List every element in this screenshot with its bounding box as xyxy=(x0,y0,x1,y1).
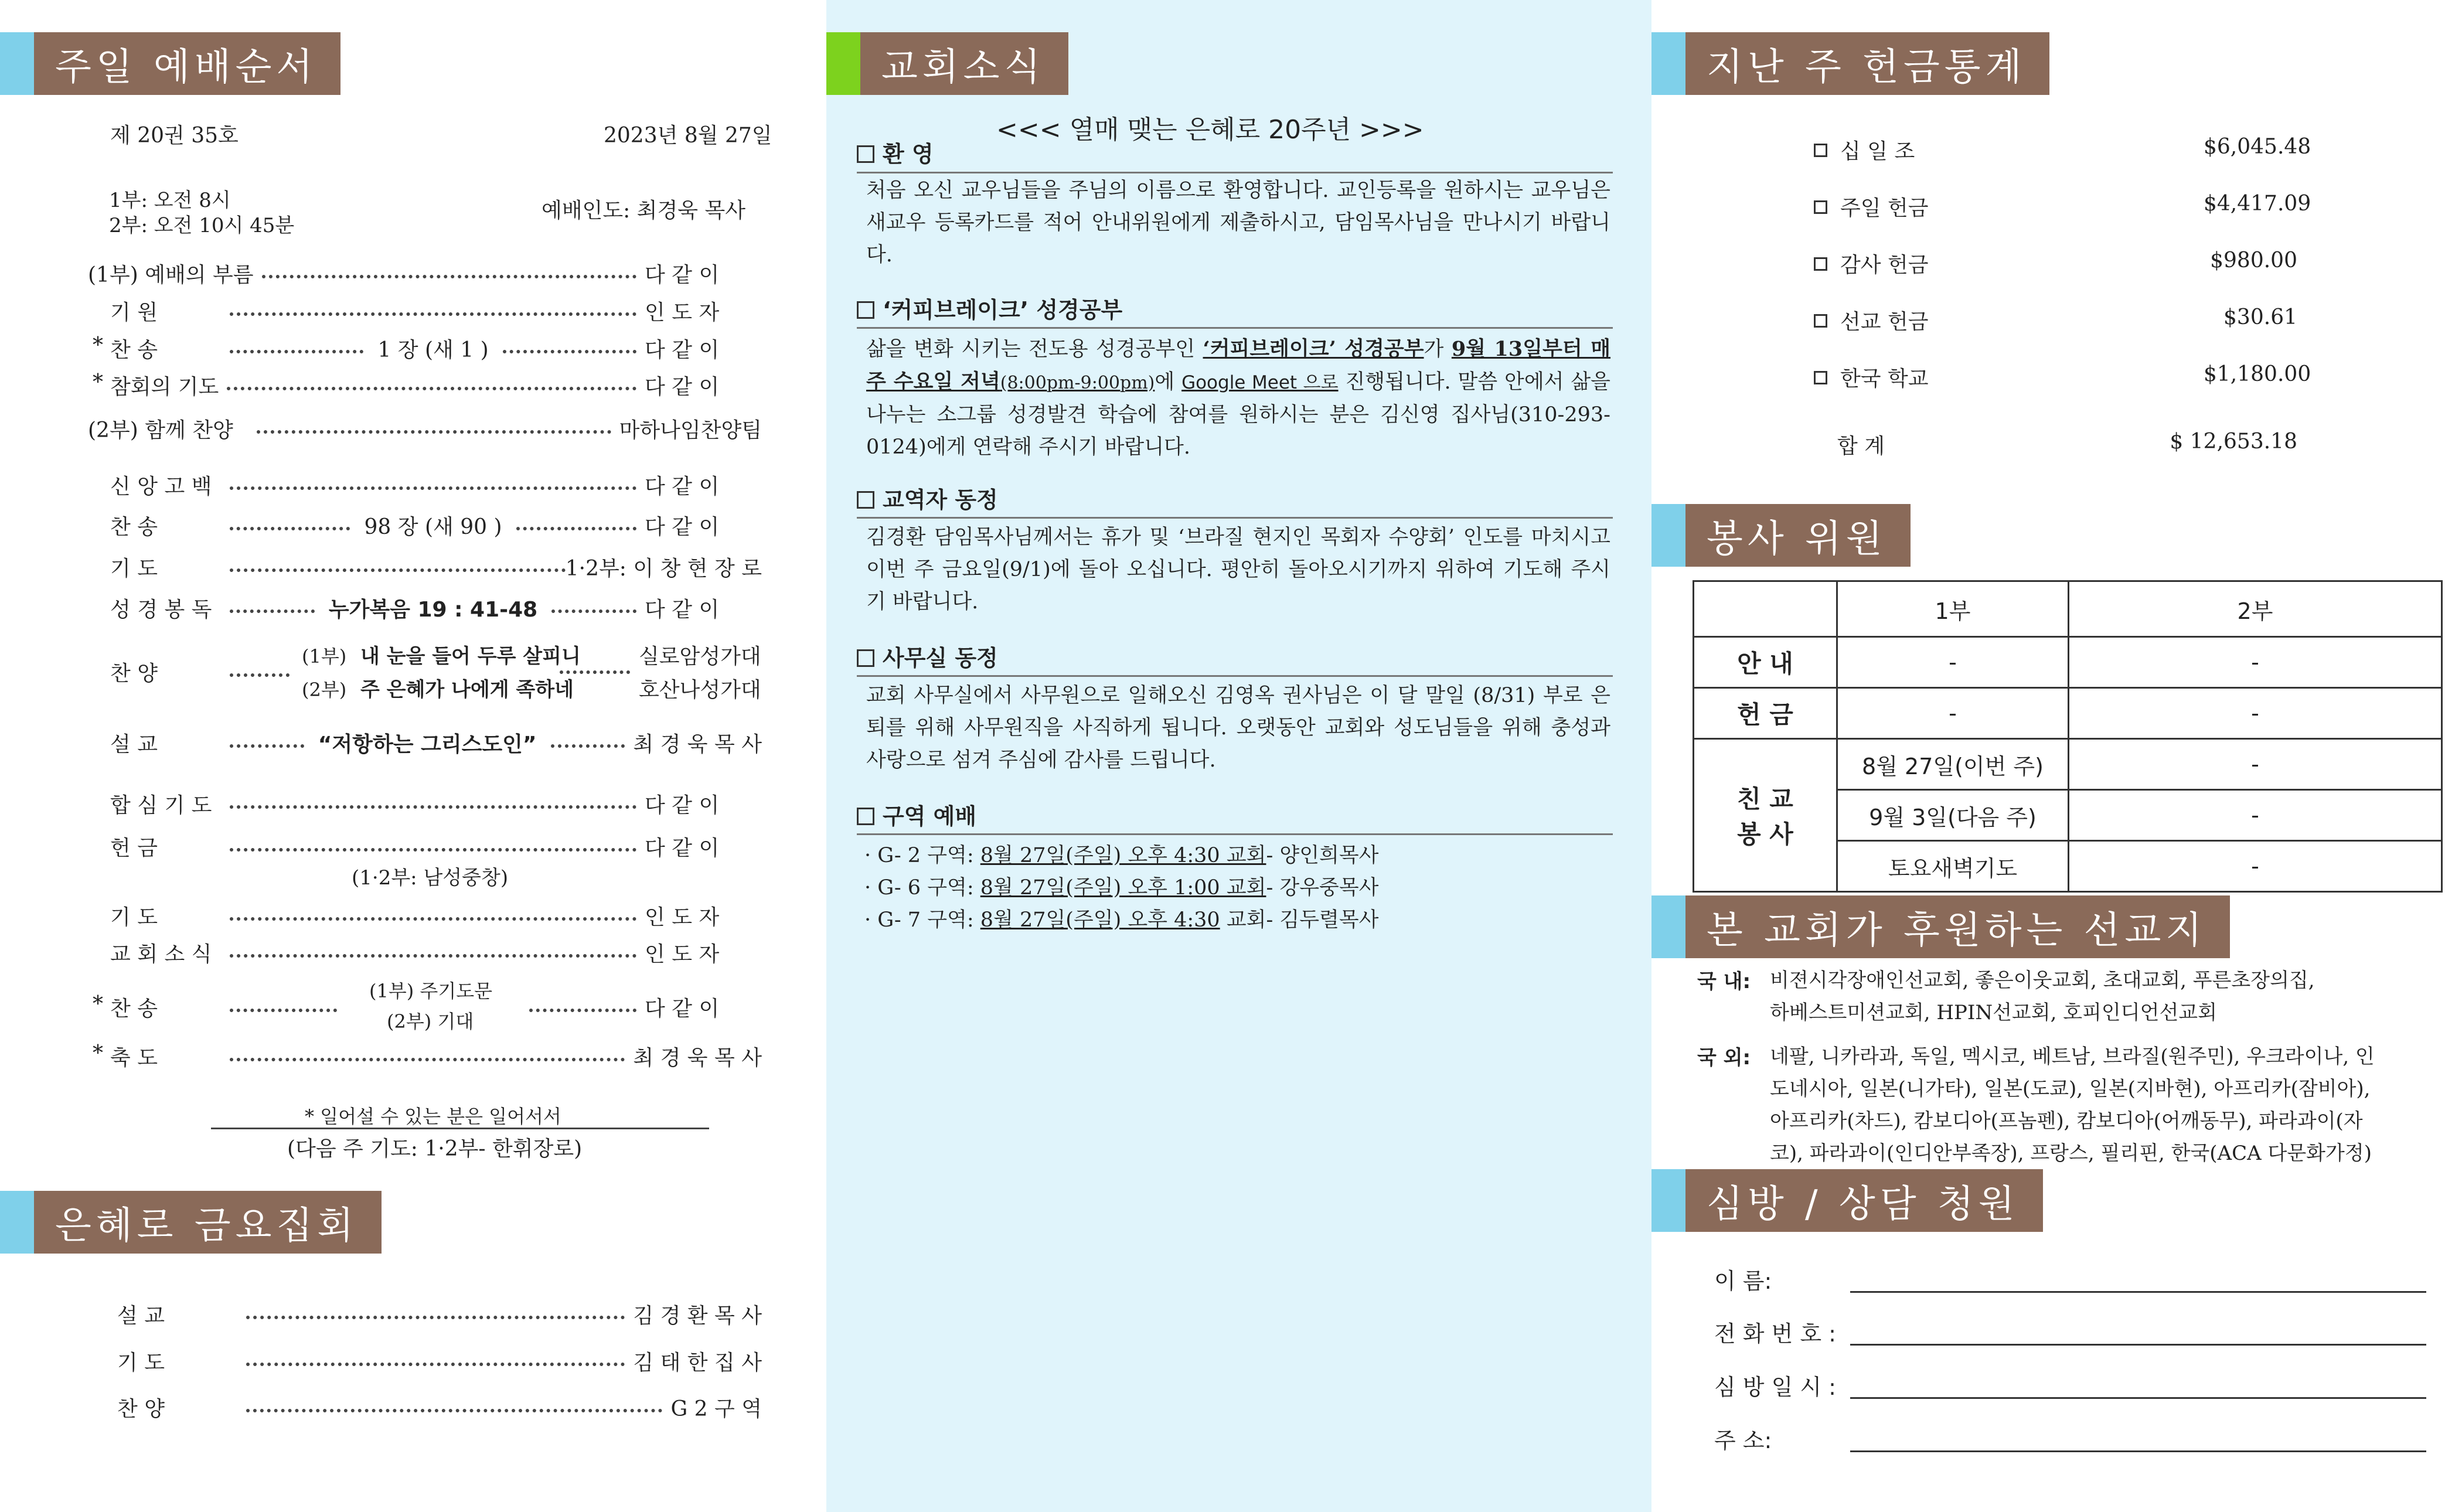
zone-worship-item: · G- 6 구역: 8월 27일(주일) 오후 1:00 교회- 강우중목사 xyxy=(864,876,1379,900)
order-row: 합 심 기 도 다 같 이 xyxy=(110,793,720,818)
checkbox-icon xyxy=(1814,200,1827,214)
friday-row: 찬 양 G 2 구 역 xyxy=(117,1397,762,1421)
offering-row: 선교 헌금 xyxy=(1814,305,1929,335)
order-row-sermon: 설 교 “저항하는 그리스도인” 최 경 욱 목 사 xyxy=(110,728,762,757)
news-heading-zone: 구역 예배 xyxy=(857,798,976,830)
order-row: 찬 송 1 장 (새 1 ) 다 같 이 xyxy=(110,334,762,362)
checkbox-icon xyxy=(857,301,874,319)
checkbox-icon xyxy=(1814,257,1827,271)
offering-total-label: 합 계 xyxy=(1837,434,1885,458)
foreign-label: 국 외: xyxy=(1697,1046,1751,1070)
mission-header: 본 교회가 후원하는 선교지 xyxy=(1651,895,2230,958)
order-row: 기 도 인 도 자 xyxy=(110,905,720,929)
foreign-line: 네팔, 니카라과, 독일, 멕시코, 베트남, 브라질(원주민), 우크라이나, 인 xyxy=(1770,1045,2375,1068)
table-header-2: 2부 xyxy=(2069,581,2442,637)
worship-order-column: 주일 예배순서 제 20권 35호 2023년 8월 27일 1부: 오전 8시 2부: 오전 10시 45분 예배인도: 최경욱 목사 (1부) 예배의 부름 다 같 이 기 원 인 도 자 * 찬 송 1 장 (새 1 ) 다 같 이 * 참회의 기도 다 같 이 (2부) 함께 찬양 마하나임찬양팀 신 앙 고 백 다 같 이 찬 송 98 장 (새 90 ) 다 같 이 기 도 1·2부: 이 창 현 장 로 성 경 봉 독 누가복음 19 : 41-48 다 같 이 찬 양 (1부) 내 눈을 들어 두루 살피니 실로암성가대 (2부) 주 은혜가 나에게 족하네 호산나성가대 설 교 “저항하는 그리스도인” 최 경 욱 목 사 합 심 기 도 다 같 이 헌 금 다 같 이 (1·2부: 남성중창) 기 도 인 도 자 교 회 소 식 인 도 자 * 찬 송 다 같 이 (1부) 주기도문 (2부) 기대 * 축 도 최 경 욱 목 사 * 일어설 수 있는 분은 일어서서 (다음 주 기도: 1·2부- 한휘장로) 은혜로 금요집회 설 교 김 경 환 목 사 기 도 김 태 한 집 사 찬 양 G 2 구 역 xyxy=(0,0,812,1512)
standing-footnote: * 일어설 수 있는 분은 일어서서 xyxy=(305,1105,561,1128)
offering-row: 감사 헌금 xyxy=(1814,248,1929,278)
domestic-line: 하베스트미션교회, HPIN선교회, 호피인디언선교회 xyxy=(1770,1001,2217,1024)
church-news-header: 교회소식 xyxy=(826,32,1068,95)
name-field[interactable] xyxy=(1850,1291,2426,1293)
checkbox-icon xyxy=(1814,144,1827,157)
order-row: 기 원 인 도 자 xyxy=(110,300,720,325)
checkbox-icon xyxy=(857,491,874,509)
anthem-part2-label: (2부) xyxy=(302,679,347,701)
domestic-line: 비젼시각장애인선교회, 좋은이웃교회, 초대교회, 푸른초장의집, xyxy=(1770,969,2315,992)
form-label-address: 주 소: xyxy=(1714,1428,1772,1453)
offering-row: 주일 헌금 xyxy=(1814,192,1929,222)
form-label-visit-date: 심 방 일 시 : xyxy=(1714,1374,1836,1400)
news-office-text: 교회 사무실에서 사무원으로 일해오신 김영옥 권사님은 이 달 말일 (8/31) 부로 은퇴를 위해 사무원직을 사직하게 됩니다. 오랫동안 교회와 성도님들을 위해 충성과 사랑으로 섬겨 주심에 감사를 드립니다. xyxy=(866,684,1610,772)
order-row: 헌 금 다 같 이 xyxy=(110,836,720,860)
offering-amount: $30.61 xyxy=(2223,305,2297,329)
order-row: 교 회 소 식 인 도 자 xyxy=(110,942,720,966)
offering-amount: $6,045.48 xyxy=(2204,135,2311,159)
anniversary-banner: <<< 열매 맺는 은혜로 20주년 >>> xyxy=(996,115,1424,145)
offering-row: 한국 학교 xyxy=(1814,362,1929,392)
checkbox-icon xyxy=(1814,314,1827,328)
form-label-name: 이 름: xyxy=(1714,1268,1772,1294)
offering-row: 십 일 조 xyxy=(1814,135,1915,165)
checkbox-icon xyxy=(857,145,874,163)
anthem-part1-label: (1부) xyxy=(302,645,347,668)
news-pastor-text: 김경환 담임목사님께서는 휴가 및 ‘브라질 현지인 목회자 수양회’ 인도를 마치시고 이번 주 금요일(9/1)에 돌아 오십니다. 평안히 돌아오시기까지 위하여 기도해 주시기 바랍니다. xyxy=(866,526,1610,614)
domestic-label: 국 내: xyxy=(1697,970,1751,993)
offering-amount: $980.00 xyxy=(2210,248,2297,273)
order-row: (1부) 예배의 부름 다 같 이 xyxy=(88,263,720,287)
checkbox-icon xyxy=(857,808,874,825)
order-row: (2부) 함께 찬양 마하나임찬양팀 xyxy=(88,418,762,442)
offering-amount: $4,417.09 xyxy=(2204,192,2311,216)
closing-hymn-part2: (2부) 기대 xyxy=(387,1010,474,1033)
issue-number: 제 20권 35호 xyxy=(110,124,239,148)
anthem-part2-song: 주 은혜가 나에게 족하네 xyxy=(360,678,574,701)
service-time-1: 1부: 오전 8시 xyxy=(109,189,231,212)
visit-date-field[interactable] xyxy=(1850,1397,2426,1399)
bulletin-date: 2023년 8월 27일 xyxy=(604,124,772,148)
order-row: 축 도 최 경 욱 목 사 xyxy=(110,1046,762,1070)
service-committee-table: 1부 2부 안 내 - - 헌 금 - - 친 교 봉 사 8월 27일(이번 주) - 9월 3일(다음 주) - 토요새벽기도 - xyxy=(1693,580,2443,893)
friday-header: 은혜로 금요집회 xyxy=(0,1191,382,1254)
offering-amount: $1,180.00 xyxy=(2204,362,2311,386)
order-row: 기 도 1·2부: 이 창 현 장 로 xyxy=(110,556,762,581)
offering-header: 지난 주 헌금통계 xyxy=(1651,32,2049,95)
visit-request-header: 심방 / 상담 청원 xyxy=(1651,1169,2043,1232)
zone-worship-item: · G- 7 구역: 8월 27일(주일) 오후 4:30 교회- 김두렬목사 xyxy=(864,908,1379,932)
checkbox-icon xyxy=(857,649,874,667)
service-leader: 예배인도: 최경욱 목사 xyxy=(542,199,745,223)
closing-hymn-part1: (1부) 주기도문 xyxy=(369,980,493,1002)
order-row: 찬 송 98 장 (새 90 ) 다 같 이 xyxy=(110,511,762,539)
order-row: 참회의 기도 다 같 이 xyxy=(110,374,720,399)
news-bible-study-text: 삶을 변화 시키는 전도용 성경공부인 ‘커피브레이크’ 성경공부가 9월 13일부터 매주 수요일 저녁(8:00pm-9:00pm)에 Google Meet 으로 진행됩니다. 말씀 안에서 삶을 나누는 소그룹 성경발견 학습에 참여를 원하시는 분은 김신영 집사님(310-293-0124)에게 연락해 주시기 바랍니다. xyxy=(866,337,1611,459)
fellowship-label: 친 교 봉 사 xyxy=(1694,739,1837,892)
address-field[interactable] xyxy=(1850,1450,2426,1452)
table-header-1: 1부 xyxy=(1837,581,2069,637)
friday-row: 설 교 김 경 환 목 사 xyxy=(117,1303,762,1328)
news-heading-bible-study: ‘커피브레이크’ 성경공부 xyxy=(857,292,1122,324)
order-row: 신 앙 고 백 다 같 이 xyxy=(110,474,720,499)
news-heading-welcome: 환 영 xyxy=(857,136,934,168)
news-welcome-text: 처음 오신 교우님들을 주님의 이름으로 환영합니다. 교인등록을 원하시는 교우님은 새교우 등록카드를 적어 안내위원에게 제출하시고, 담임목사님을 만나시기 바랍니다. xyxy=(866,179,1610,267)
friday-row: 기 도 김 태 한 집 사 xyxy=(117,1350,762,1375)
zone-worship-item: · G- 2 구역: 8월 27일(주일) 오후 4:30 교회- 양인희목사 xyxy=(864,844,1379,867)
checkbox-icon xyxy=(1814,371,1827,384)
next-prayer: (다음 주 기도: 1·2부- 한휘장로) xyxy=(287,1137,583,1161)
foreign-line: 도네시아, 일본(니가타), 일본(도쿄), 일본(지바현), 아프리카(잠비아), xyxy=(1770,1077,2371,1101)
service-time-2: 2부: 오전 10시 45분 xyxy=(109,214,295,237)
order-row: 성 경 봉 독 누가복음 19 : 41-48 다 같 이 xyxy=(110,594,762,622)
form-label-phone: 전 화 번 호 : xyxy=(1714,1321,1836,1347)
phone-field[interactable] xyxy=(1850,1344,2426,1346)
foreign-line: 코), 파라과이(인디안부족장), 프랑스, 필리핀, 한국(ACA 다문화가정) xyxy=(1770,1142,2372,1165)
offering-note: (1·2부: 남성중창) xyxy=(352,866,509,890)
offering-total: $ 12,653.18 xyxy=(2170,430,2297,454)
anthem-part2-choir: 호산나성가대 xyxy=(639,678,761,702)
service-committee-header: 봉사 위원 xyxy=(1651,504,1911,567)
anthem-part1-choir: 실로암성가대 xyxy=(639,645,761,669)
news-heading-pastor: 교역자 동정 xyxy=(857,482,998,514)
order-row-anthem: 찬 양 xyxy=(110,658,298,686)
order-row: 찬 송 다 같 이 xyxy=(110,996,720,1021)
anthem-part1-song: 내 눈을 들어 두루 살피니 xyxy=(360,645,581,668)
news-heading-office: 사무실 동정 xyxy=(857,640,998,672)
worship-order-header: 주일 예배순서 xyxy=(0,32,340,95)
foreign-line: 아프리카(차드), 캄보디아(프놈펜), 캄보디아(어깨동무), 파라과이(자 xyxy=(1770,1109,2363,1133)
